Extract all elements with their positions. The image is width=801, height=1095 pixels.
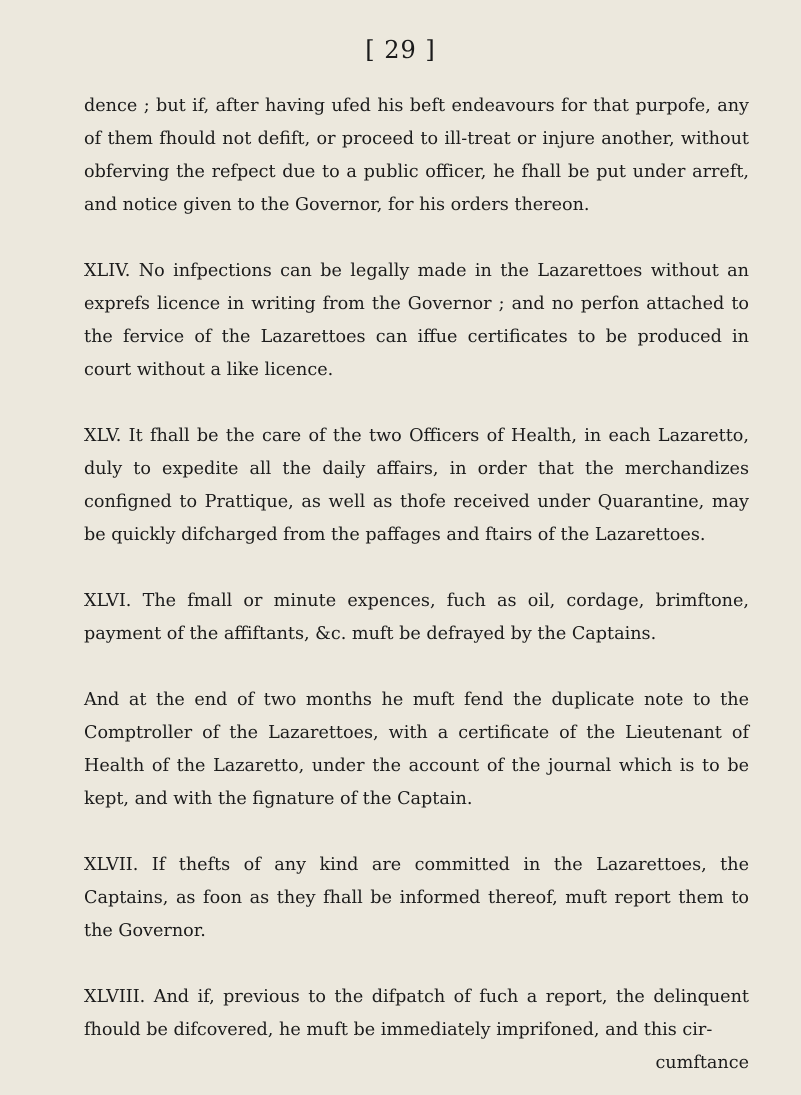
paragraph-gap bbox=[84, 222, 749, 255]
paragraph-article-xliv: XLIV. No infpections can be legally made in the Lazarettoes without an exprefs licence in writing from the Governor ; and no perfon attached to the fervice of the Lazarettoes can iffue certificates to be produced in court without a like licence. bbox=[84, 261, 749, 380]
paragraph-gap bbox=[84, 651, 749, 684]
paragraph-continuation: dence ; but if, after having ufed his beft endeavours for that purpofe, any of them fhould not defift, or proceed to ill-treat or injure another, without obferving the refpect due to a public officer, he fhall be put under arreft, and notice given to the Governor, for his orders thereon. bbox=[84, 96, 749, 215]
paragraph-gap bbox=[84, 552, 749, 585]
paragraph-article-xlv: XLV. It fhall be the care of the two Officers of Health, in each Lazaretto, duly to expedite all the daily affairs, in order that the merchandizes configned to Prattique, as well as thofe received under Quarantine, may be quickly difcharged from the paffages and ftairs of the Lazarettoes. bbox=[84, 426, 749, 545]
paragraph-gap bbox=[84, 816, 749, 849]
paragraph-article-xlvii: XLVII. If thefts of any kind are committed in the Lazarettoes, the Captains, as foon as they fhall be informed thereof, muft report them to the Governor. bbox=[84, 855, 749, 941]
catchword: cumftance bbox=[655, 1053, 749, 1073]
page-number: [ 29 ] bbox=[365, 36, 436, 64]
paragraph-article-xlvi: XLVI. The fmall or minute expences, fuch as oil, cordage, brimftone, payment of the affiftants, &c. muft be defrayed by the Captains. bbox=[84, 591, 749, 644]
body-text bbox=[84, 90, 749, 1080]
paragraph-gap bbox=[84, 948, 749, 981]
paragraph-gap bbox=[84, 387, 749, 420]
paragraph-article-xlviii: XLVIII. And if, previous to the difpatch of fuch a report, the delinquent fhould be difcovered, he muft be immediately imprifoned, and this cir- bbox=[84, 987, 749, 1040]
paragraph-duplicate-note: And at the end of two months he muft fend the duplicate note to the Comptroller of the Lazarettoes, with a certificate of the Lieutenant of Health of the Lazaretto, under the account of the journal which is to be kept, and with the fignature of the Captain. bbox=[84, 690, 749, 809]
